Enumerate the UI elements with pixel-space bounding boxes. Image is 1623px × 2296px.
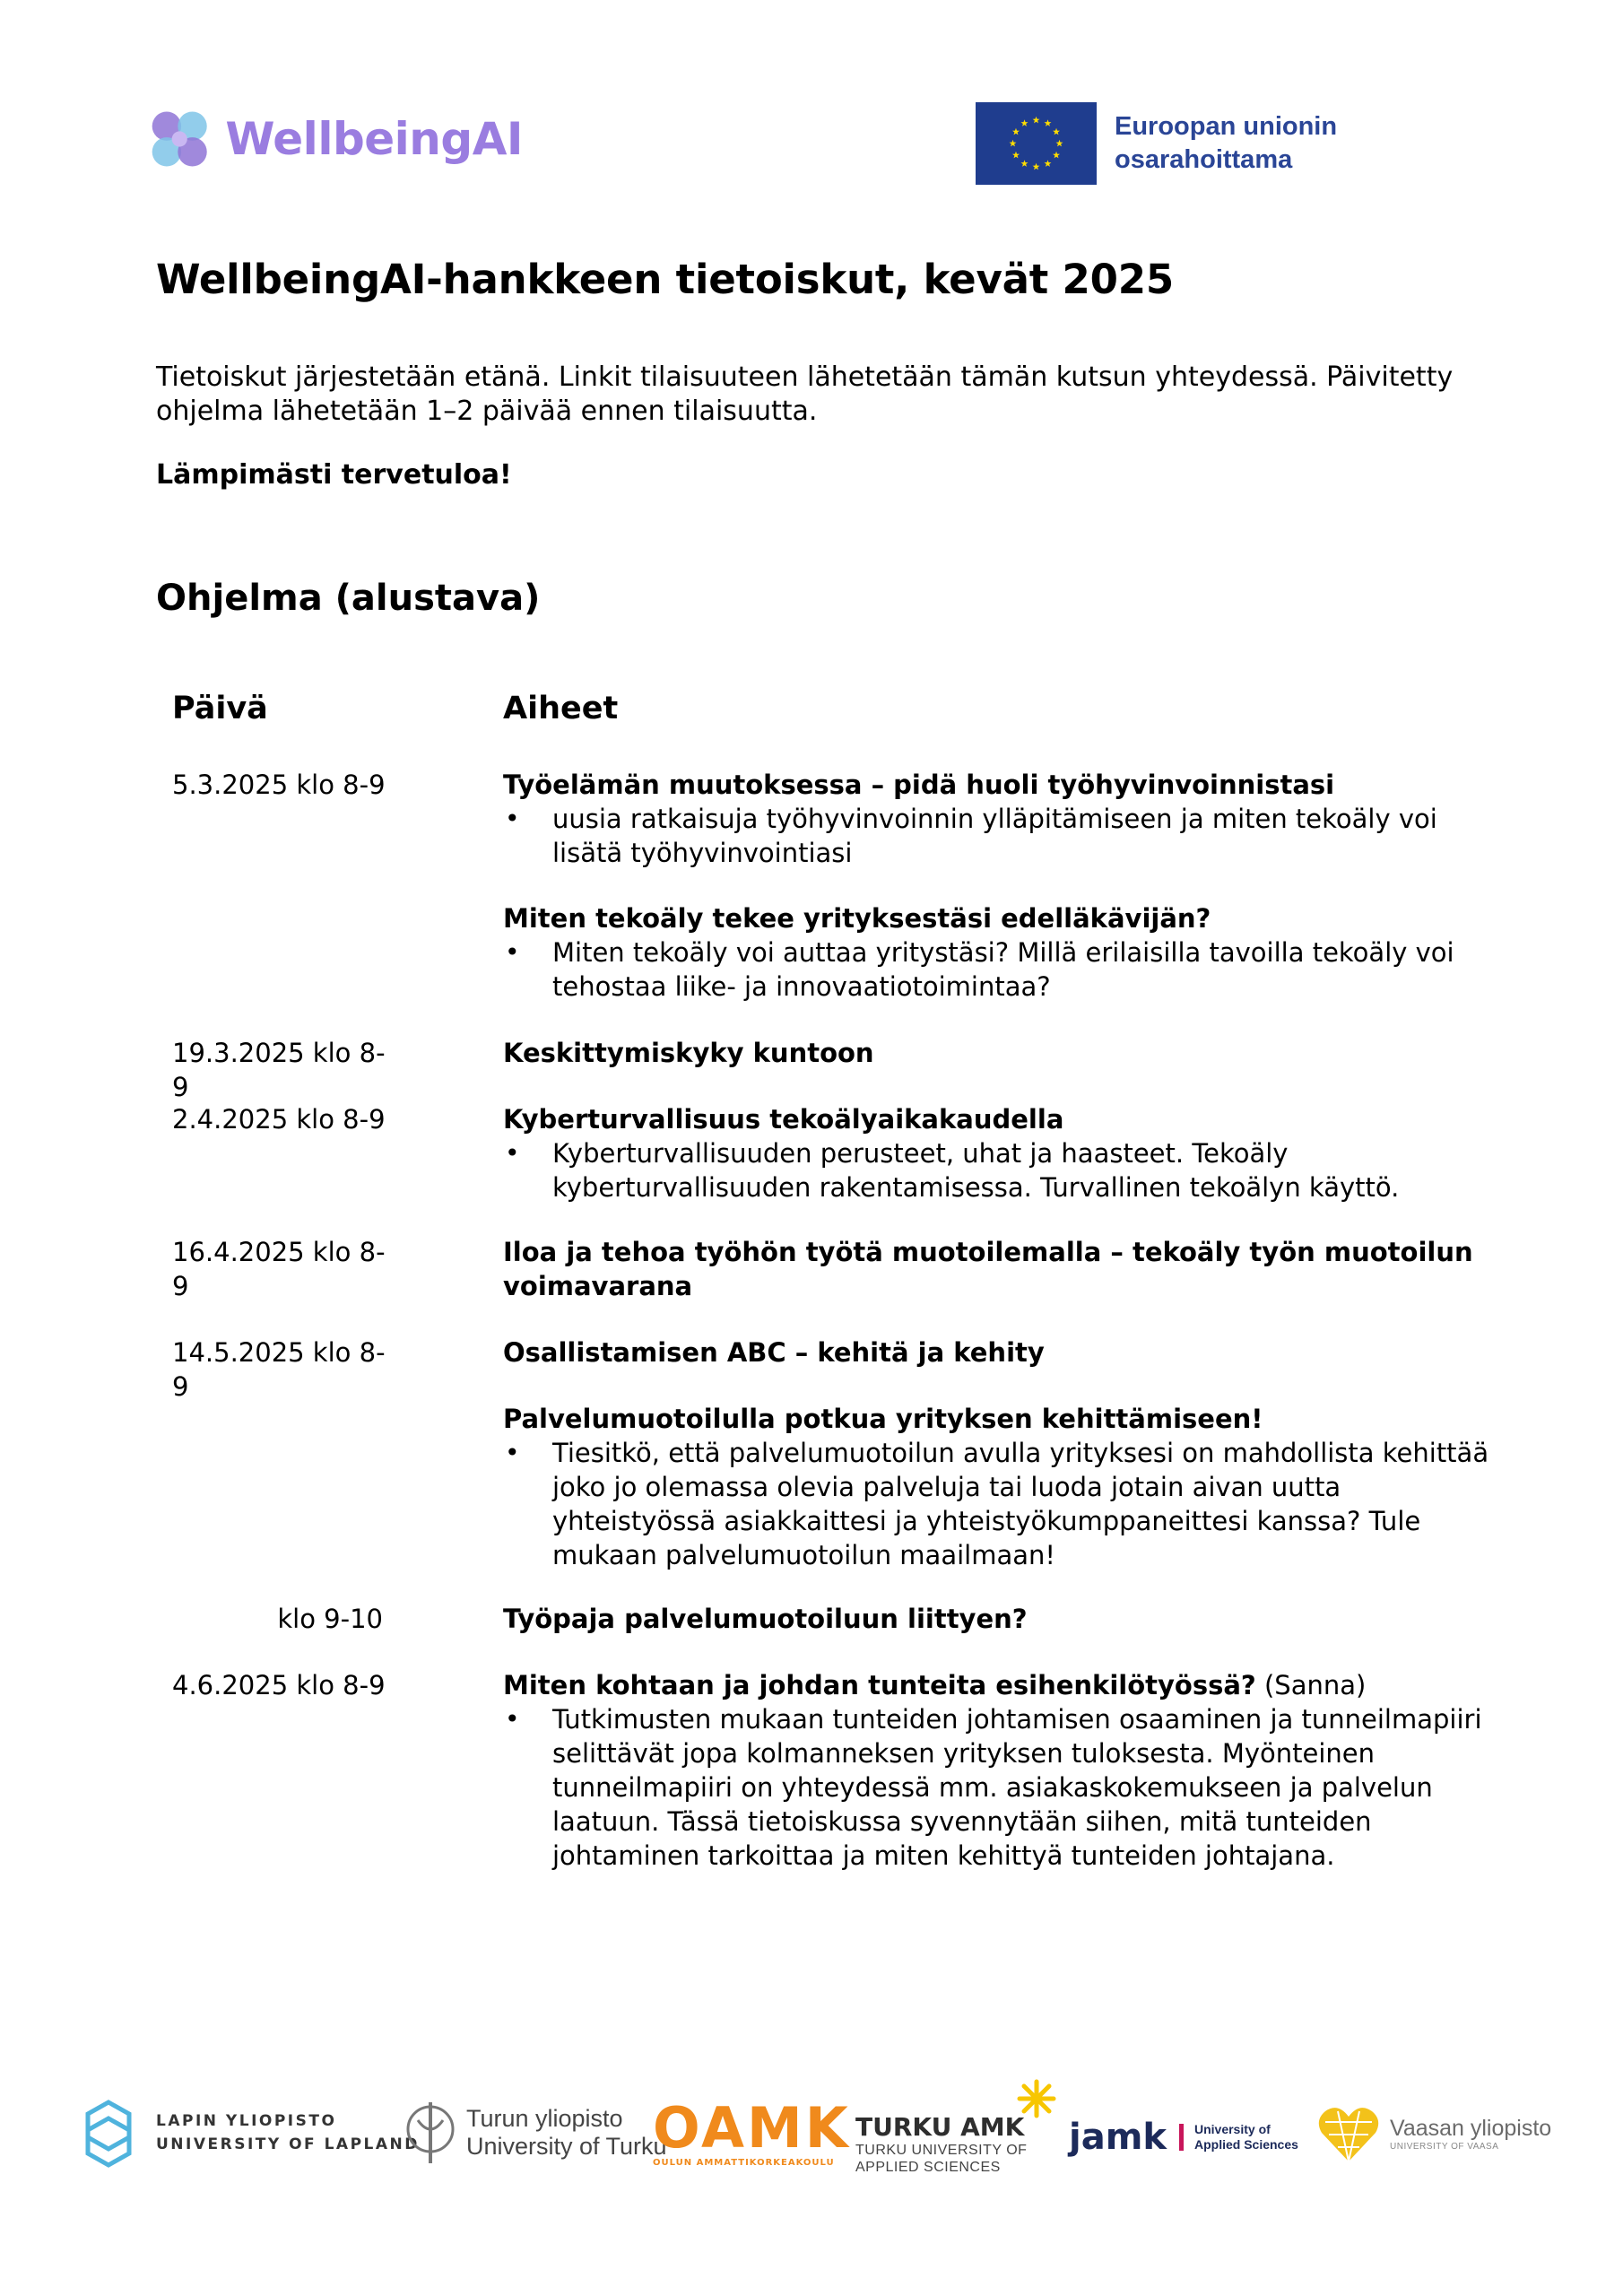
oamk-subtitle: OULUN AMMATTIKORKEAKOULU	[653, 2158, 835, 2168]
session-title: Osallistamisen ABC – kehitä ja kehity	[503, 1337, 1045, 1368]
oamk-wordmark: OAMK	[653, 2095, 851, 2161]
session-bullet: • uusia ratkaisuja työhyvinvoinnin ylläpitämiseen ja miten tekoäly voi lisätä työhyvinvointiasi	[503, 802, 1507, 870]
vaasa-text-1: Vaasan yliopisto	[1390, 2115, 1552, 2141]
university-of-turku-logo	[405, 2099, 667, 2167]
session-title: Keskittymiskyky kuntoon	[503, 1038, 874, 1068]
jamk-wordmark: jamk	[1069, 2117, 1167, 2158]
session-entry	[503, 901, 1507, 1004]
session-bullet: • Tiesitkö, että palvelumuotoilun avulla yrityksesi on mahdollista kehittää joko jo olemassa olevia palveluja tai luoda jotain aivan uutta yhteistyössä asiakkaittesi ja yhteistyökumppaneittesi kanssa? Tule mukaan palvelumuotoilun maailmaan!	[503, 1436, 1507, 1572]
session-title: Miten tekoäly tekee yrityksestäsi edelläkävijän?	[503, 903, 1211, 934]
turku-amk-text-2: APPLIED SCIENCES	[855, 2160, 1001, 2175]
session-entry	[503, 1602, 1507, 1636]
turku-amk-text-1: TURKU UNIVERSITY OF	[855, 2143, 1028, 2158]
session-entry	[503, 1036, 1507, 1070]
turku-text-2: University of Turku	[466, 2133, 667, 2160]
session-date: 2.4.2025 klo 8-9	[172, 1104, 386, 1135]
turku-emblem-icon	[405, 2099, 456, 2167]
session-entry	[503, 768, 1507, 870]
session-title: Palvelumuotoilulla potkua yrityksen kehittämiseen!	[503, 1404, 1263, 1434]
jamk-divider	[1179, 2124, 1184, 2151]
session-date: 19.3.2025 klo 8-9	[172, 1038, 386, 1102]
eu-text-line1: Euroopan unionin	[1115, 112, 1338, 141]
session-date: klo 9-10	[277, 1604, 383, 1634]
welcome-text: Lämpimästi tervetuloa!	[156, 459, 512, 491]
session-entry	[503, 1335, 1507, 1370]
eu-funding-badge	[976, 102, 1337, 185]
session-entry	[503, 1235, 1507, 1303]
session-title-note: (Sanna)	[1255, 1670, 1367, 1700]
session-date: 16.4.2025 klo 8-9	[172, 1237, 386, 1301]
session-bullet: • Kyberturvallisuuden perusteet, uhat ja haasteet. Tekoäly kyberturvallisuuden rakentamisessa. Turvallinen tekoälyn käyttö.	[503, 1136, 1507, 1205]
eu-flag-icon	[976, 102, 1097, 185]
session-title: Kyberturvallisuus tekoälyaikakaudella	[503, 1104, 1064, 1135]
heart-mosaic-icon	[1316, 2102, 1381, 2165]
flower-logo-icon	[146, 104, 213, 174]
session-title: Iloa ja tehoa työhön työtä muotoilemalla – tekoäly työn muotoilun voimavarana	[503, 1237, 1473, 1301]
session-date: 5.3.2025 klo 8-9	[172, 770, 386, 800]
column-header-topics: Aiheet	[503, 691, 619, 726]
jamk-logo	[1069, 2117, 1298, 2158]
session-bullet: • Tutkimusten mukaan tunteiden johtamisen osaaminen ja tunneilmapiiri selittävät jopa kolmanneksen yrityksen tuloksesta. Myönteinen tunneilmapiiri on yhteydessä mm. asiakaskokemukseen ja palvelun laatuun. Tässä tietoiskussa syvennytään siihen, mitä tunteiden johtaminen tarkoittaa ja miten kehittyä tunteiden johtajana.	[503, 1702, 1507, 1873]
column-header-date: Päivä	[172, 691, 268, 726]
university-of-vaasa-logo	[1316, 2102, 1551, 2165]
sun-star-icon	[1017, 2079, 1056, 2118]
session-title: Miten kohtaan ja johdan tunteita esihenkilötyössä?	[503, 1670, 1256, 1700]
lapland-text-2: UNIVERSITY OF LAPLAND	[156, 2135, 420, 2153]
eu-text-line2: osarahoittama	[1115, 145, 1293, 174]
turku-text-1: Turun yliopisto	[466, 2105, 623, 2132]
snowflake-icon	[77, 2097, 140, 2169]
jamk-text-1: University of	[1193, 2122, 1271, 2136]
session-bullet: • Miten tekoäly voi auttaa yritystäsi? Millä erilaisilla tavoilla tekoäly voi tehostaa liike- ja innovaatiotoimintaa?	[503, 935, 1507, 1004]
turku-amk-logo	[855, 2079, 1027, 2176]
vaasa-text-2: UNIVERSITY OF VAASA	[1390, 2141, 1499, 2152]
session-date: 14.5.2025 klo 8-9	[172, 1337, 386, 1402]
session-entry	[503, 1102, 1507, 1205]
wellbeingai-logo	[146, 100, 523, 178]
session-entry	[503, 1402, 1507, 1572]
university-of-lapland-logo	[77, 2097, 420, 2169]
program-heading: Ohjelma (alustava)	[156, 578, 541, 619]
oamk-logo	[653, 2095, 851, 2168]
session-date: 4.6.2025 klo 8-9	[172, 1670, 386, 1700]
session-entry	[503, 1668, 1507, 1873]
logo-text: WellbeingAI	[225, 113, 523, 165]
jamk-text-2: Applied Sciences	[1193, 2137, 1298, 2152]
intro-paragraph: Tietoiskut järjestetään etänä. Linkit tilaisuuteen lähetetään tämän kutsun yhteydessä. Päivitetty ohjelma lähetetään 1–2 päivää ennen tilaisuutta.	[156, 361, 1454, 427]
page-title: WellbeingAI-hankkeen tietoiskut, kevät 2025	[156, 256, 1174, 303]
session-title: Työpaja palvelumuotoiluun liittyen?	[503, 1604, 1028, 1634]
lapland-text-1: LAPIN YLIOPISTO	[156, 2112, 337, 2130]
turku-amk-wordmark: TURKU AMK	[855, 2112, 1025, 2142]
session-title: Työelämän muutoksessa – pidä huoli työhyvinvoinnistasi	[503, 770, 1335, 800]
